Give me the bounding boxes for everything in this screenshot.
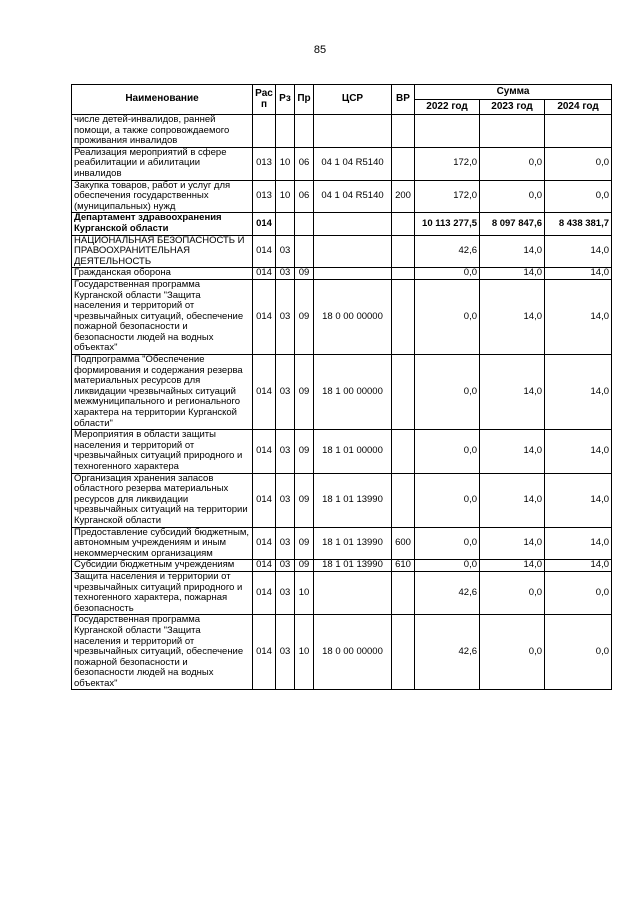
row-pr-cell: 09 — [295, 268, 314, 280]
row-vr-cell — [392, 268, 415, 280]
row-vr-cell — [392, 213, 415, 235]
row-name-cell: Государственная программа Курганской области "Защита населения и территорий от чрезвычайных ситуаций, обеспечение пожарной безопасности и безопасности людей на водных объектах" — [72, 615, 253, 690]
row-2022-cell: 0,0 — [415, 560, 480, 572]
row-rasp-cell: 014 — [253, 560, 276, 572]
row-rz-cell: 10 — [276, 147, 295, 180]
row-rasp-cell: 014 — [253, 235, 276, 268]
row-name-cell: НАЦИОНАЛЬНАЯ БЕЗОПАСНОСТЬ И ПРАВООХРАНИТЕЛЬНАЯ ДЕЯТЕЛЬНОСТЬ — [72, 235, 253, 268]
row-rz-cell: 03 — [276, 430, 295, 473]
row-pr-cell: 10 — [295, 571, 314, 614]
row-pr-cell: 06 — [295, 147, 314, 180]
row-2022-cell: 172,0 — [415, 180, 480, 213]
row-2023-cell: 14,0 — [480, 473, 545, 527]
row-vr-cell — [392, 279, 415, 354]
row-pr-cell: 10 — [295, 615, 314, 690]
row-2023-cell: 0,0 — [480, 180, 545, 213]
row-rz-cell: 03 — [276, 235, 295, 268]
row-name-cell: Департамент здравоохранения Курганской области — [72, 213, 253, 235]
row-name-cell: числе детей-инвалидов, ранней помощи, а также сопровождаемого проживания инвалидов — [72, 115, 253, 148]
row-csr-cell: 04 1 04 R5140 — [314, 147, 392, 180]
row-vr-cell — [392, 473, 415, 527]
row-2023-cell: 0,0 — [480, 147, 545, 180]
row-2024-cell: 14,0 — [545, 560, 612, 572]
table-row — [72, 430, 612, 473]
row-vr-cell — [392, 115, 415, 148]
header-rz: Рз — [276, 85, 295, 115]
row-rasp-cell: 014 — [253, 473, 276, 527]
header-2024: 2024 год — [545, 100, 612, 115]
row-2022-cell — [415, 115, 480, 148]
table-row — [72, 235, 612, 268]
row-name-cell: Организация хранения запасов областного резерва материальных ресурсов для ликвидации чрезвычайных ситуаций на территории Курганской области — [72, 473, 253, 527]
row-2023-cell: 14,0 — [480, 560, 545, 572]
row-2023-cell: 14,0 — [480, 268, 545, 280]
row-csr-cell — [314, 268, 392, 280]
row-vr-cell: 200 — [392, 180, 415, 213]
row-rasp-cell: 014 — [253, 615, 276, 690]
table-row — [72, 115, 612, 148]
row-2024-cell: 0,0 — [545, 180, 612, 213]
row-2023-cell: 0,0 — [480, 571, 545, 614]
row-2022-cell: 0,0 — [415, 430, 480, 473]
row-name-cell: Реализация мероприятий в сфере реабилитации и абилитации инвалидов — [72, 147, 253, 180]
row-2022-cell: 0,0 — [415, 268, 480, 280]
row-rz-cell: 03 — [276, 560, 295, 572]
page-number: 85 — [313, 44, 327, 56]
row-rasp-cell — [253, 115, 276, 148]
row-2024-cell: 0,0 — [545, 615, 612, 690]
row-name-cell: Закупка товаров, работ и услуг для обеспечения государственных (муниципальных) нужд — [72, 180, 253, 213]
row-2022-cell: 42,6 — [415, 615, 480, 690]
row-2024-cell — [545, 115, 612, 148]
budget-table — [71, 84, 612, 690]
row-csr-cell — [314, 213, 392, 235]
row-csr-cell — [314, 571, 392, 614]
header-rasp: Рас п — [253, 85, 276, 115]
row-csr-cell: 18 1 00 00000 — [314, 355, 392, 430]
row-pr-cell: 09 — [295, 355, 314, 430]
header-sum: Сумма — [415, 85, 612, 100]
row-rz-cell: 03 — [276, 268, 295, 280]
row-2024-cell: 14,0 — [545, 235, 612, 268]
row-2023-cell: 14,0 — [480, 279, 545, 354]
row-2022-cell: 0,0 — [415, 527, 480, 560]
row-rasp-cell: 014 — [253, 213, 276, 235]
row-pr-cell: 06 — [295, 180, 314, 213]
table-row — [72, 268, 612, 280]
header-2023: 2023 год — [480, 100, 545, 115]
row-2023-cell: 14,0 — [480, 527, 545, 560]
row-2024-cell: 14,0 — [545, 430, 612, 473]
table-row — [72, 571, 612, 614]
row-name-cell: Субсидии бюджетным учреждениям — [72, 560, 253, 572]
row-2022-cell: 0,0 — [415, 279, 480, 354]
row-2022-cell: 0,0 — [415, 473, 480, 527]
table-row — [72, 355, 612, 430]
row-rz-cell — [276, 115, 295, 148]
row-2022-cell: 42,6 — [415, 235, 480, 268]
row-rasp-cell: 014 — [253, 279, 276, 354]
row-2022-cell: 42,6 — [415, 571, 480, 614]
row-rz-cell: 03 — [276, 473, 295, 527]
row-pr-cell: 09 — [295, 430, 314, 473]
row-name-cell: Подпрограмма "Обеспечение формирования и содержания резерва материальных ресурсов для ликвидации чрезвычайных ситуаций межмуниципального и регионального характера на территории Курганской области" — [72, 355, 253, 430]
row-vr-cell — [392, 355, 415, 430]
row-csr-cell: 04 1 04 R5140 — [314, 180, 392, 213]
header-name: Наименование — [72, 85, 253, 115]
row-pr-cell: 09 — [295, 560, 314, 572]
table-row — [72, 180, 612, 213]
table-row — [72, 560, 612, 572]
table-row — [72, 473, 612, 527]
header-vr: ВР — [392, 85, 415, 115]
row-rasp-cell: 014 — [253, 355, 276, 430]
row-vr-cell — [392, 615, 415, 690]
row-2024-cell: 14,0 — [545, 473, 612, 527]
row-csr-cell: 18 1 01 00000 — [314, 430, 392, 473]
row-rz-cell: 03 — [276, 279, 295, 354]
row-2022-cell: 0,0 — [415, 355, 480, 430]
row-pr-cell: 09 — [295, 527, 314, 560]
row-csr-cell — [314, 235, 392, 268]
row-2023-cell: 14,0 — [480, 235, 545, 268]
row-2022-cell: 172,0 — [415, 147, 480, 180]
header-2022: 2022 год — [415, 100, 480, 115]
row-2023-cell: 0,0 — [480, 615, 545, 690]
row-rz-cell — [276, 213, 295, 235]
row-vr-cell — [392, 430, 415, 473]
row-rasp-cell: 013 — [253, 180, 276, 213]
table-row — [72, 147, 612, 180]
row-rasp-cell: 014 — [253, 571, 276, 614]
row-vr-cell: 610 — [392, 560, 415, 572]
row-2024-cell: 14,0 — [545, 279, 612, 354]
row-rasp-cell: 014 — [253, 430, 276, 473]
table-row — [72, 213, 612, 235]
row-2024-cell: 14,0 — [545, 268, 612, 280]
row-rasp-cell: 014 — [253, 268, 276, 280]
row-name-cell: Мероприятия в области защиты населения и территорий от чрезвычайных ситуаций природного и техногенного характера — [72, 430, 253, 473]
row-csr-cell: 18 1 01 13990 — [314, 560, 392, 572]
row-vr-cell: 600 — [392, 527, 415, 560]
row-rasp-cell: 014 — [253, 527, 276, 560]
row-2022-cell: 10 113 277,5 — [415, 213, 480, 235]
table-row — [72, 527, 612, 560]
row-2024-cell: 14,0 — [545, 355, 612, 430]
header-csr: ЦСР — [314, 85, 392, 115]
row-csr-cell: 18 0 00 00000 — [314, 615, 392, 690]
row-pr-cell: 09 — [295, 279, 314, 354]
row-2024-cell: 0,0 — [545, 147, 612, 180]
row-rasp-cell: 013 — [253, 147, 276, 180]
row-2024-cell: 0,0 — [545, 571, 612, 614]
row-rz-cell: 03 — [276, 355, 295, 430]
row-2024-cell: 14,0 — [545, 527, 612, 560]
row-pr-cell — [295, 235, 314, 268]
row-2023-cell: 14,0 — [480, 355, 545, 430]
row-name-cell: Защита населения и территории от чрезвычайных ситуаций природного и техногенного характера, пожарная безопасность — [72, 571, 253, 614]
table-row — [72, 279, 612, 354]
table-row — [72, 615, 612, 690]
row-2023-cell: 8 097 847,6 — [480, 213, 545, 235]
row-2024-cell: 8 438 381,7 — [545, 213, 612, 235]
row-csr-cell — [314, 115, 392, 148]
row-name-cell: Государственная программа Курганской области "Защита населения и территорий от чрезвычайных ситуаций, обеспечение пожарной безопасности и безопасности людей на водных объектах" — [72, 279, 253, 354]
row-vr-cell — [392, 147, 415, 180]
row-pr-cell — [295, 115, 314, 148]
row-rz-cell: 03 — [276, 615, 295, 690]
row-csr-cell: 18 0 00 00000 — [314, 279, 392, 354]
row-vr-cell — [392, 235, 415, 268]
row-2023-cell: 14,0 — [480, 430, 545, 473]
header-pr: Пр — [295, 85, 314, 115]
row-vr-cell — [392, 571, 415, 614]
row-csr-cell: 18 1 01 13990 — [314, 527, 392, 560]
row-name-cell: Гражданская оборона — [72, 268, 253, 280]
row-rz-cell: 03 — [276, 571, 295, 614]
row-name-cell: Предоставление субсидий бюджетным, автономным учреждениям и иным некоммерческим организациям — [72, 527, 253, 560]
row-rz-cell: 03 — [276, 527, 295, 560]
row-pr-cell — [295, 213, 314, 235]
row-pr-cell: 09 — [295, 473, 314, 527]
row-2023-cell — [480, 115, 545, 148]
row-csr-cell: 18 1 01 13990 — [314, 473, 392, 527]
row-rz-cell: 10 — [276, 180, 295, 213]
